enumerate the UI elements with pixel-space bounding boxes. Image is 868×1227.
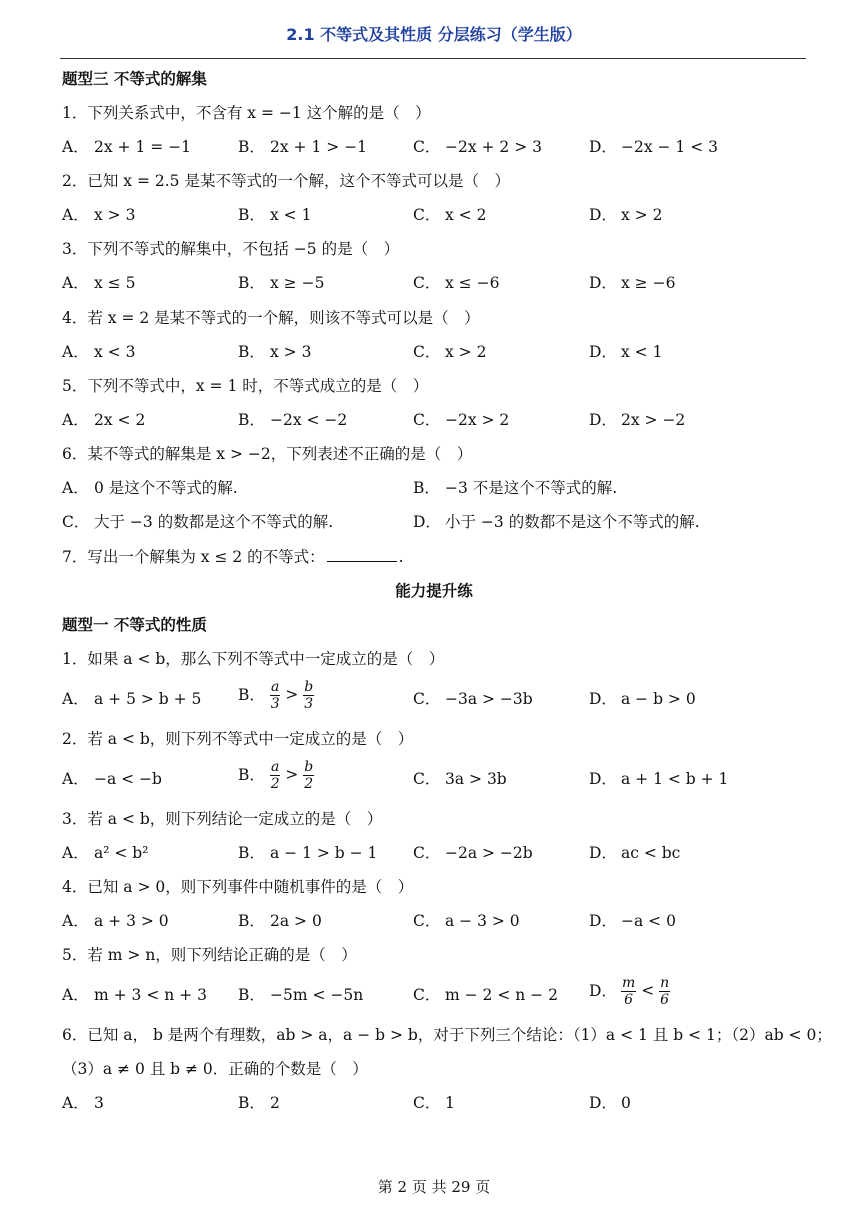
page-number: 第 2 页 共 29 页 bbox=[377, 1178, 491, 1196]
option-c: −2a > −2b bbox=[445, 844, 533, 862]
option-b: −5m < −5n bbox=[270, 986, 364, 1004]
option-d: 2x > −2 bbox=[621, 411, 686, 429]
option-a: 2x < 2 bbox=[94, 411, 146, 429]
option-b: −2x < −2 bbox=[270, 411, 348, 429]
option-b: 2 bbox=[270, 1094, 280, 1112]
option-a: 0 是这个不等式的解. bbox=[94, 479, 238, 497]
question-stem: 3．下列不等式的解集中，不包括 −5 的是（ ） bbox=[62, 240, 400, 258]
question-stem: 3．若 a < b，则下列结论一定成立的是（ ） bbox=[62, 810, 383, 828]
fraction: $\frac{b}{2}$ bbox=[304, 759, 314, 792]
option-b: 2x + 1 > −1 bbox=[270, 138, 367, 156]
question-stem: 7．写出一个解集为 x ≤ 2 的不等式： bbox=[62, 548, 325, 566]
question-fill-blank bbox=[62, 546, 812, 568]
question-stem: 6．某不等式的解集是 x > −2，下列表述不正确的是（ ） bbox=[62, 445, 473, 463]
fraction: $\frac{n}{6}$ bbox=[660, 975, 670, 1008]
question-stem: 1．下列关系式中，不含有 x = −1 这个解的是（ ） bbox=[62, 104, 431, 122]
option-c: −2x + 2 > 3 bbox=[445, 138, 542, 156]
option-a: 3 bbox=[94, 1094, 104, 1112]
option-c: 3a > 3b bbox=[445, 770, 507, 788]
option-d: x ≥ −6 bbox=[621, 274, 676, 292]
option-c: m − 2 < n − 2 bbox=[445, 986, 558, 1004]
option-d: −a < 0 bbox=[621, 912, 676, 930]
option-b: 2a > 0 bbox=[270, 912, 322, 930]
option-b: a − 1 > b − 1 bbox=[270, 844, 378, 862]
question-stem-cont: （3）a ≠ 0 且 b ≠ 0．正确的个数是（ ） bbox=[62, 1060, 368, 1078]
question-stem: 2．已知 x = 2.5 是某不等式的一个解，这个不等式可以是（ ） bbox=[62, 172, 510, 190]
option-d: x < 1 bbox=[621, 343, 663, 361]
option-c: 1 bbox=[445, 1094, 455, 1112]
question-stem: 5．若 m > n，则下列结论正确的是（ ） bbox=[62, 946, 357, 964]
option-a: a + 5 > b + 5 bbox=[94, 690, 202, 708]
option-d: 小于 −3 的数都不是这个不等式的解. bbox=[445, 513, 700, 531]
option-d: 0 bbox=[621, 1094, 631, 1112]
fraction: $\frac{b}{3}$ bbox=[304, 679, 314, 712]
question-stem: 1．如果 a < b，那么下列不等式中一定成立的是（ ） bbox=[62, 650, 445, 668]
fraction: $\frac{m}{6}$ bbox=[622, 975, 636, 1008]
header-divider bbox=[60, 58, 806, 59]
option-d: −2x − 1 < 3 bbox=[621, 138, 718, 156]
page-header-title: 2.1 不等式及其性质 分层练习（学生版） bbox=[286, 25, 582, 44]
option-b: x ≥ −5 bbox=[270, 274, 325, 292]
stem-end: . bbox=[398, 548, 404, 566]
option-b: −3 不是这个不等式的解. bbox=[445, 479, 618, 497]
option-a: a + 3 > 0 bbox=[94, 912, 169, 930]
section-title: 能力提升练 bbox=[395, 582, 473, 600]
fraction: $\frac{a}{3}$ bbox=[270, 679, 280, 712]
option-a: x < 3 bbox=[94, 343, 136, 361]
question-stem: 6．已知 a， b 是两个有理数，ab > a，a − b > b，对于下列三个结论：（1）a < 1 且 b < 1；（2）ab < 0； bbox=[62, 1026, 832, 1044]
answer-blank[interactable] bbox=[327, 547, 397, 562]
question-stem: 4．若 x = 2 是某不等式的一个解，则该不等式可以是（ ） bbox=[62, 309, 480, 327]
option-a: 2x + 1 = −1 bbox=[94, 138, 191, 156]
option-a: x > 3 bbox=[94, 206, 136, 224]
option-c: −3a > −3b bbox=[445, 690, 533, 708]
option-d: a − b > 0 bbox=[621, 690, 696, 708]
section-heading-properties: 题型一 不等式的性质 bbox=[62, 616, 207, 634]
option-a: −a < −b bbox=[94, 770, 162, 788]
section-heading-solution-set: 题型三 不等式的解集 bbox=[62, 70, 207, 88]
option-c: x ≤ −6 bbox=[445, 274, 500, 292]
option-c: x > 2 bbox=[445, 343, 487, 361]
option-d: a + 1 < b + 1 bbox=[621, 770, 729, 788]
option-c: 大于 −3 的数都是这个不等式的解. bbox=[94, 513, 334, 531]
option-d: ac < bc bbox=[621, 844, 681, 862]
question-stem: 5．下列不等式中，x = 1 时，不等式成立的是（ ） bbox=[62, 377, 429, 395]
question-stem: 2．若 a < b，则下列不等式中一定成立的是（ ） bbox=[62, 730, 414, 748]
option-d: x > 2 bbox=[621, 206, 663, 224]
option-b: x > 3 bbox=[270, 343, 312, 361]
option-a: m + 3 < n + 3 bbox=[94, 986, 207, 1004]
option-c: x < 2 bbox=[445, 206, 487, 224]
option-b: x < 1 bbox=[270, 206, 312, 224]
option-c: −2x > 2 bbox=[445, 411, 510, 429]
fraction: $\frac{a}{2}$ bbox=[270, 759, 280, 792]
option-a: a² < b² bbox=[94, 844, 149, 862]
question-stem: 4．已知 a > 0，则下列事件中随机事件的是（ ） bbox=[62, 878, 414, 896]
option-c: a − 3 > 0 bbox=[445, 912, 520, 930]
option-a: x ≤ 5 bbox=[94, 274, 136, 292]
document-page: 2.1 不等式及其性质 分层练习（学生版） 题型三 不等式的解集 1．下列关系式中，不含有 x = −1 这个解的是（ ） A． 2x + 1 = −1 B． 2x + 1 > −1 C． −2x + 2 > 3 D． −2x − 1 < 3 2．已知 x = 2.5 是某不等式的一个解，这个不等式可以是（ ） A． x > 3 B． x < 1 C． x < 2 D． x > 2 3．下列不等式的解集中，不包括 −5 的是（ ） A． x ≤ 5 B． x ≥ −5 C． x ≤ −6 D． x ≥ −6 4．若 x = 2 是某不等式的一个解，则该不等式可以是（ ） A． x < 3 B． x > 3 C． x > 2 D． x < 1 5．下列不等式中，x = 1 时，不等式成立的是（ ） A． 2x < 2 B． −2x < −2 C． −2x > 2 D． 2x > −2 6．某不等式的解集是 x > −2，下列表述不正确的是（ ） A． 0 是这个不等式的解. B． −3 不是这个不等式的解. C． 大于 −3 的数都是这个不等式的解. D． 小于 −3 的数都不是这个不等式的解. 7．写出一个解集为 x ≤ 2 的不等式： . 能力提升练 题型一 不等式的性质 1．如果 a < b，那么下列不等式中一定成立的是（ ） A． a + 5 > b + 5 B． $\frac{a}{3}$ > $\frac{b}{3}$ C． −3a > −3b D． a − b > 0 2．若 a < b，则下列不等式中一定成立的是（ ） A． −a < −b B． $\frac{a}{2}$ > $\frac{b}{2}$ C． 3a > 3b D． a + 1 < b + 1 3．若 a < b，则下列结论一定成立的是（ ） A． a² < b² B． a − 1 > b − 1 C． −2a > −2b D． ac < bc 4．已知 a > 0，则下列事件中随机事件的是（ ） A． a + 3 > 0 B． 2a > 0 C． a − 3 > 0 D． −a < 0 5．若 m > n，则下列结论正确的是（ ） A． m + 3 < n + 3 B． −5m < −5n C． m − 2 < n − 2 D． $\frac{m}{6}$ < $\frac{n}{6}$ 6．已知 a， b 是两个有理数，ab > a，a − b > b，对于下列三个结论：（1）a < 1 且 b < 1；（2）ab < 0； （3）a ≠ 0 且 b ≠ 0．正确的个数是（ ） A． 3 B． 2 C． 1 D． 0 第 2 页 共 29 页 bbox=[0, 0, 868, 1227]
